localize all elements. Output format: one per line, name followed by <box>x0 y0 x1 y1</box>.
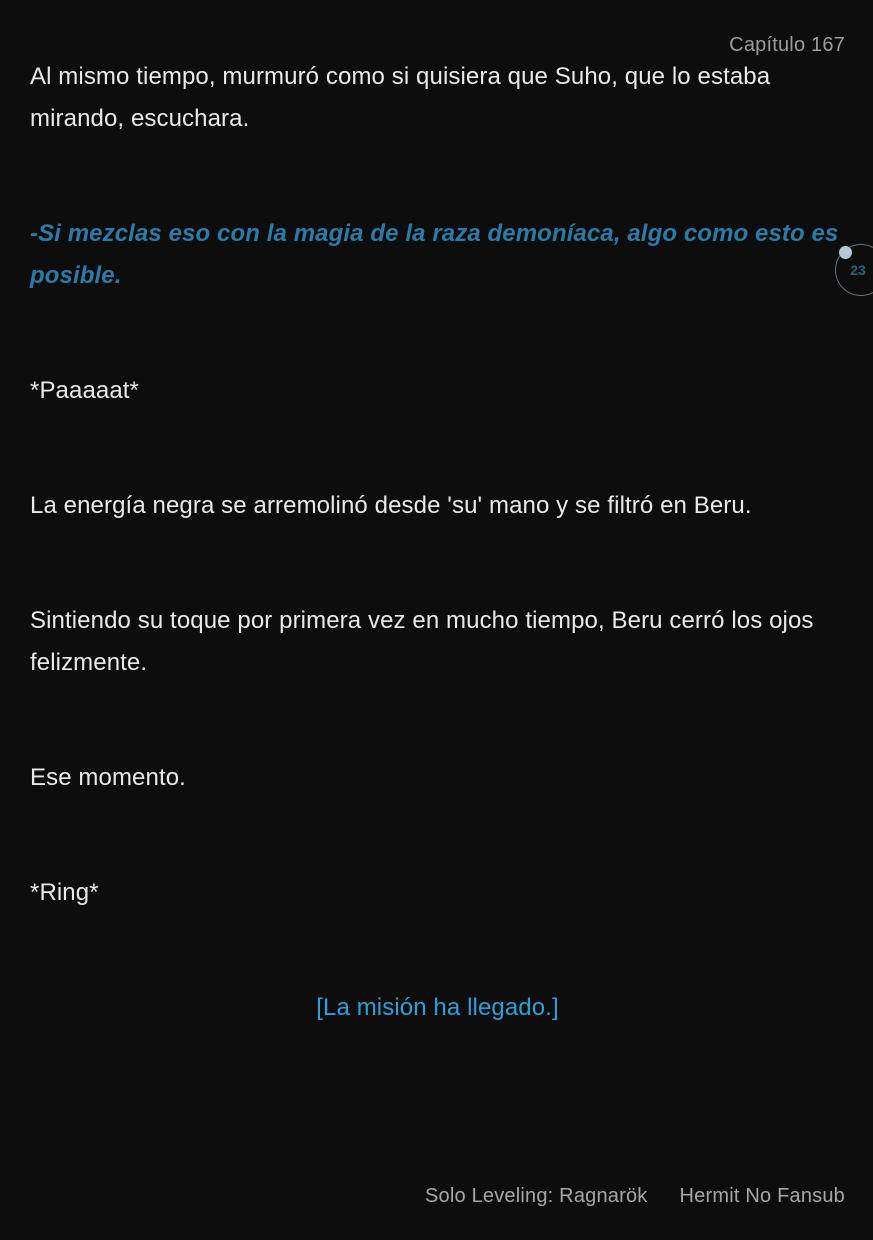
chapter-text <box>30 56 845 1102</box>
paragraph: *Ring* <box>30 879 99 906</box>
paragraph: La energía negra se arremolinó desde 'su' mano y se filtró en Beru. <box>30 492 752 519</box>
paragraph-system-notification: [La misión ha llegado.] <box>316 994 559 1021</box>
paragraph-speech: -Si mezclas eso con la magia de la raza demoníaca, algo como esto es posible. <box>30 220 839 289</box>
series-title: Solo Leveling: Ragnarök <box>424 1185 648 1207</box>
paragraph: Ese momento. <box>30 764 186 791</box>
comment-count-label: 23 <box>850 262 866 278</box>
fansub-credit: Hermit No Fansub <box>679 1185 845 1207</box>
chapter-label: Capítulo 167 <box>729 34 845 56</box>
paragraph: *Paaaaat* <box>30 377 139 404</box>
paragraph: Al mismo tiempo, murmuró como si quisiera que Suho, que lo estaba mirando, escuchara. <box>30 63 771 132</box>
page-footer <box>30 1184 845 1208</box>
paragraph: Sintiendo su toque por primera vez en mucho tiempo, Beru cerró los ojos felizmente. <box>30 607 814 676</box>
annotation-dot-icon <box>839 246 852 259</box>
